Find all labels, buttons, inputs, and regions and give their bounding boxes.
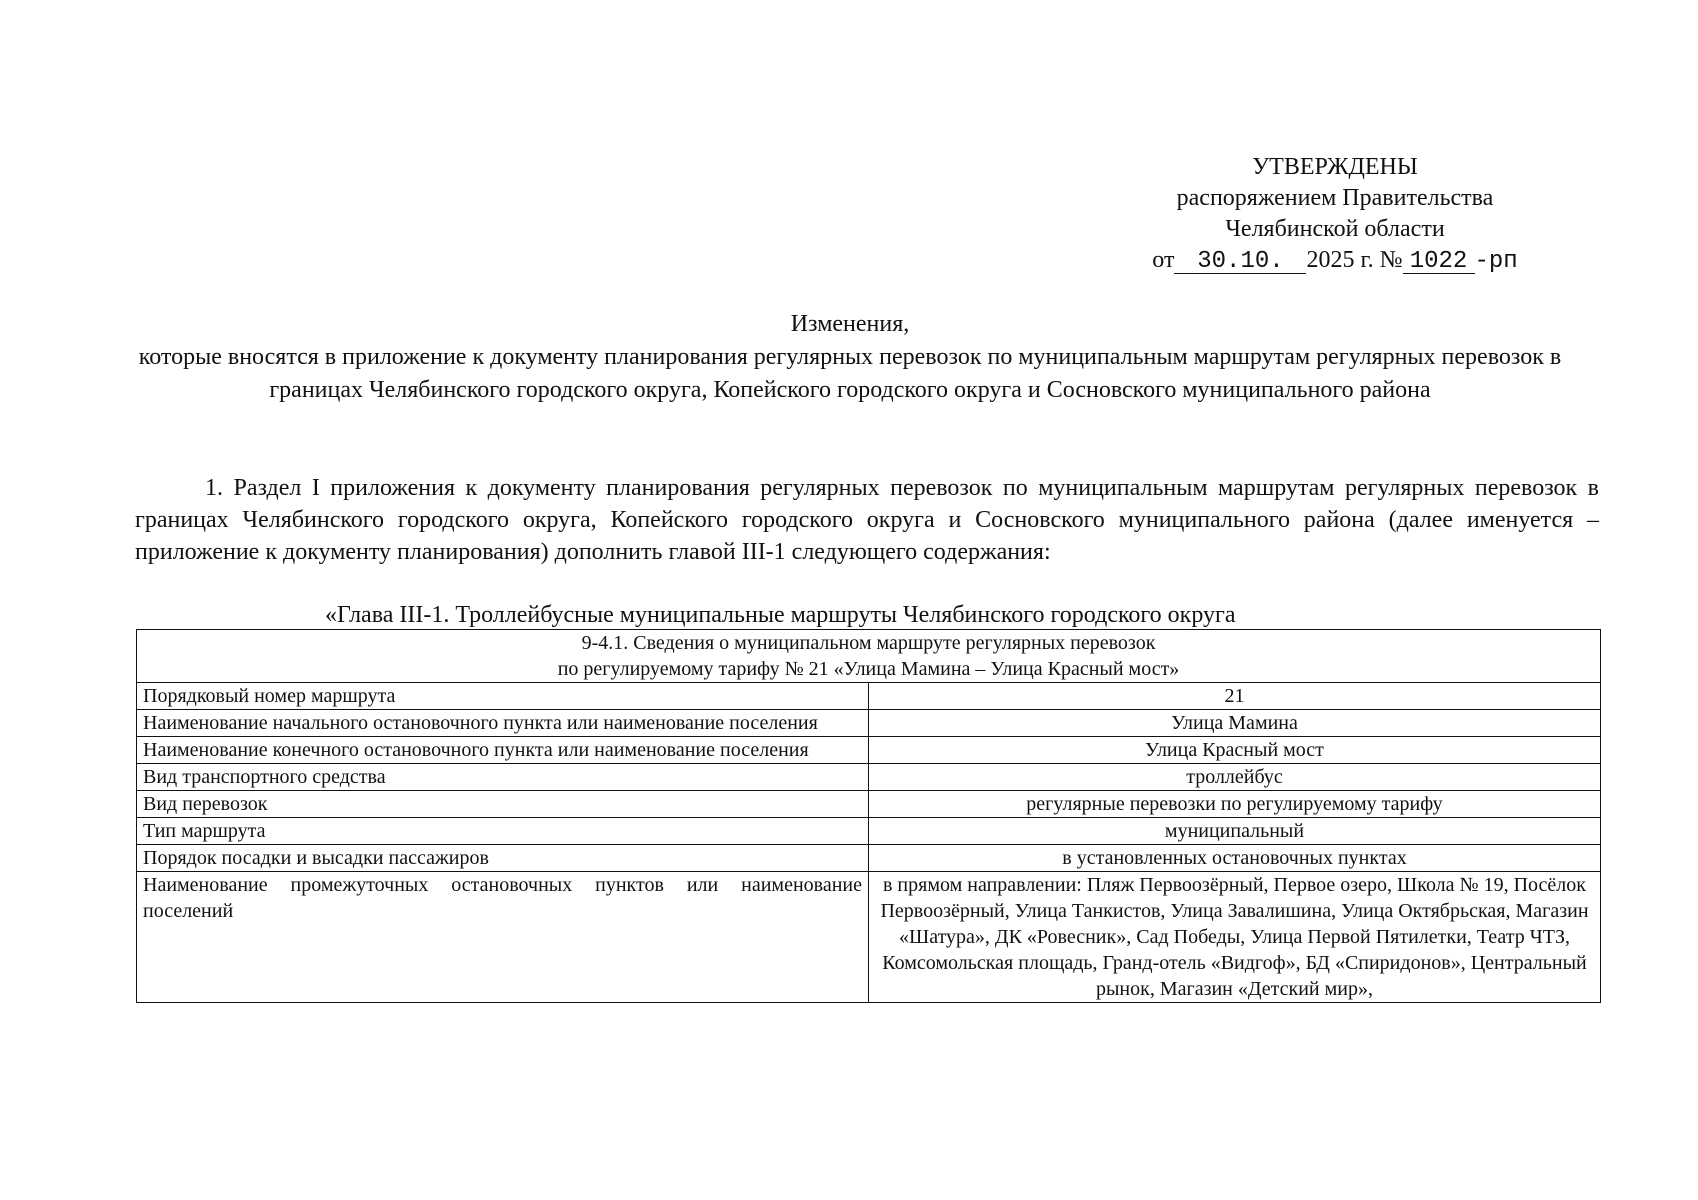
table-row	[137, 737, 1601, 764]
document-title	[130, 308, 1570, 407]
row-label: Тип маршрута	[137, 818, 869, 845]
order-number: 1022	[1403, 251, 1475, 274]
approval-stamp	[1100, 152, 1570, 277]
body-paragraph: 1. Раздел I приложения к документу планирования регулярных перевозок по муниципальным маршрутам регулярных перевозок в границах Челябинского городского округа, Копейского городского округа и Сосновского муниципального района (далее именуется – приложение к документу планирования) дополнить главой III-1 следующего содержания:	[135, 475, 1599, 565]
title-heading: Изменения,	[790, 311, 910, 337]
table-header-row	[137, 630, 1601, 683]
table-row	[137, 764, 1601, 791]
table-row	[137, 710, 1601, 737]
title-subheading: которые вносятся в приложение к документу планирования регулярных перевозок по муниципальным маршрутам регулярных перевозок в границах Челябинского городского округа, Копейского городского округа и Сосновского муниципального района	[138, 344, 1562, 403]
date-prefix: от	[1152, 247, 1175, 273]
approval-line-1: распоряжением Правительства	[1176, 185, 1494, 211]
approval-heading: УТВЕРЖДЕНЫ	[1252, 154, 1418, 180]
row-value: в установленных остановочных пунктах	[869, 845, 1601, 872]
row-value: Улица Красный мост	[869, 737, 1601, 764]
row-label: Вид перевозок	[137, 791, 869, 818]
table-header-line-1: 9-4.1. Сведения о муниципальном маршруте регулярных перевозок	[581, 632, 1156, 654]
row-label: Наименование промежуточных остановочных пунктов или наименование поселений	[137, 872, 869, 1003]
table-row	[137, 872, 1601, 1003]
row-value: 21	[869, 683, 1601, 710]
table-row	[137, 845, 1601, 872]
row-value: в прямом направлении: Пляж Первоозёрный, Первое озеро, Школа № 19, Посёлок Первоозёрный, Улица Танкистов, Улица Завалишина, Улица Октябрьская, Магазин «Шатура», ДК «Ровесник», Сад Победы, Улица Первой Пятилетки, Театр ЧТЗ, Комсомольская площадь, Гранд-отель «Видгоф», БД «Спиридонов», Центральный рынок, Магазин «Детский мир»,	[869, 872, 1601, 1003]
order-year: 2025 г. №	[1306, 247, 1403, 273]
row-label: Наименование конечного остановочного пункта или наименование поселения	[137, 737, 869, 764]
row-label: Наименование начального остановочного пункта или наименование поселения	[137, 710, 869, 737]
order-date: 30.10.	[1174, 251, 1306, 274]
table-row	[137, 791, 1601, 818]
row-value: троллейбус	[869, 764, 1601, 791]
table-header	[137, 630, 1601, 683]
table-row	[137, 818, 1601, 845]
chapter-heading: «Глава III-1. Троллейбусные муниципальные маршруты Челябинского городского округа	[325, 602, 1236, 628]
row-value: регулярные перевозки по регулируемому тарифу	[869, 791, 1601, 818]
row-label: Порядковый номер маршрута	[137, 683, 869, 710]
approval-date-line	[1100, 245, 1570, 277]
route-table	[136, 629, 1601, 1003]
row-label: Порядок посадки и высадки пассажиров	[137, 845, 869, 872]
row-label: Вид транспортного средства	[137, 764, 869, 791]
table-row	[137, 683, 1601, 710]
approval-line-2: Челябинской области	[1225, 216, 1445, 242]
row-value: муниципальный	[869, 818, 1601, 845]
row-value: Улица Мамина	[869, 710, 1601, 737]
table-header-line-2: по регулируемому тарифу № 21 «Улица Мамина – Улица Красный мост»	[557, 658, 1180, 680]
order-suffix: -рп	[1474, 248, 1518, 275]
